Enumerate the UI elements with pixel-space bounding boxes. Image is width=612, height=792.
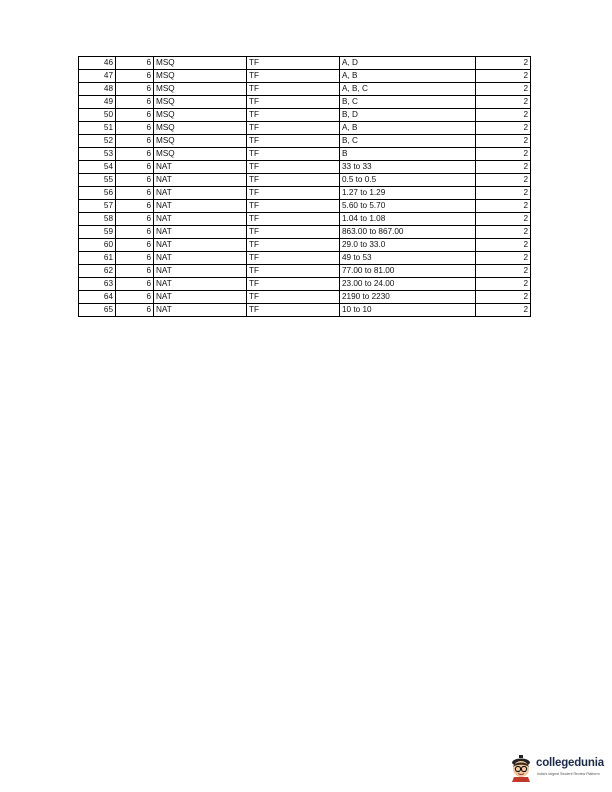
section-cell: 6 <box>116 226 154 239</box>
question-format-cell: TF <box>247 252 340 265</box>
logo-wordmark: collegedunia <box>536 757 604 769</box>
question-type-cell: NAT <box>154 187 247 200</box>
question-number-cell: 52 <box>79 135 116 148</box>
marks-cell: 2 <box>476 226 531 239</box>
question-number-cell: 55 <box>79 174 116 187</box>
question-format-cell: TF <box>247 122 340 135</box>
answer-key-cell: 23.00 to 24.00 <box>340 278 476 291</box>
answer-key-cell: B, C <box>340 96 476 109</box>
section-cell: 6 <box>116 187 154 200</box>
question-number-cell: 61 <box>79 252 116 265</box>
question-type-cell: MSQ <box>154 109 247 122</box>
answer-key-cell: B <box>340 148 476 161</box>
section-cell: 6 <box>116 148 154 161</box>
marks-cell: 2 <box>476 291 531 304</box>
section-cell: 6 <box>116 291 154 304</box>
answer-key-cell: 77.00 to 81.00 <box>340 265 476 278</box>
answer-key-cell: 1.04 to 1.08 <box>340 213 476 226</box>
section-cell: 6 <box>116 265 154 278</box>
question-number-cell: 65 <box>79 304 116 317</box>
answer-key-cell: 2190 to 2230 <box>340 291 476 304</box>
marks-cell: 2 <box>476 148 531 161</box>
table-row <box>79 226 531 239</box>
question-format-cell: TF <box>247 213 340 226</box>
question-format-cell: TF <box>247 304 340 317</box>
section-cell: 6 <box>116 135 154 148</box>
table-row <box>79 265 531 278</box>
collegedunia-logo <box>508 752 608 784</box>
question-format-cell: TF <box>247 278 340 291</box>
marks-cell: 2 <box>476 239 531 252</box>
question-type-cell: NAT <box>154 278 247 291</box>
answer-key-cell: B, C <box>340 135 476 148</box>
table-row <box>79 109 531 122</box>
question-type-cell: NAT <box>154 213 247 226</box>
question-type-cell: NAT <box>154 239 247 252</box>
table-row <box>79 213 531 226</box>
answer-key-cell: 10 to 10 <box>340 304 476 317</box>
marks-cell: 2 <box>476 174 531 187</box>
question-type-cell: NAT <box>154 304 247 317</box>
marks-cell: 2 <box>476 122 531 135</box>
table-row <box>79 161 531 174</box>
section-cell: 6 <box>116 278 154 291</box>
question-number-cell: 57 <box>79 200 116 213</box>
question-format-cell: TF <box>247 161 340 174</box>
question-type-cell: NAT <box>154 265 247 278</box>
marks-cell: 2 <box>476 161 531 174</box>
question-number-cell: 63 <box>79 278 116 291</box>
question-type-cell: NAT <box>154 161 247 174</box>
question-format-cell: TF <box>247 70 340 83</box>
table-row <box>79 239 531 252</box>
question-format-cell: TF <box>247 265 340 278</box>
marks-cell: 2 <box>476 200 531 213</box>
table-row <box>79 187 531 200</box>
table-row <box>79 174 531 187</box>
answer-key-cell: A, B, C <box>340 83 476 96</box>
question-type-cell: MSQ <box>154 148 247 161</box>
question-type-cell: NAT <box>154 252 247 265</box>
table-row <box>79 83 531 96</box>
question-number-cell: 64 <box>79 291 116 304</box>
question-format-cell: TF <box>247 96 340 109</box>
section-cell: 6 <box>116 122 154 135</box>
answer-key-cell: B, D <box>340 109 476 122</box>
table-row <box>79 57 531 70</box>
question-number-cell: 59 <box>79 226 116 239</box>
question-type-cell: MSQ <box>154 70 247 83</box>
question-type-cell: NAT <box>154 174 247 187</box>
marks-cell: 2 <box>476 57 531 70</box>
section-cell: 6 <box>116 304 154 317</box>
table-row <box>79 252 531 265</box>
section-cell: 6 <box>116 70 154 83</box>
question-type-cell: NAT <box>154 226 247 239</box>
marks-cell: 2 <box>476 187 531 200</box>
question-number-cell: 54 <box>79 161 116 174</box>
question-number-cell: 49 <box>79 96 116 109</box>
answer-key-table <box>78 56 531 317</box>
logo-tagline: India's largest Student Review Platform <box>537 772 600 776</box>
table-row <box>79 96 531 109</box>
section-cell: 6 <box>116 252 154 265</box>
section-cell: 6 <box>116 213 154 226</box>
section-cell: 6 <box>116 239 154 252</box>
answer-key-cell: 29.0 to 33.0 <box>340 239 476 252</box>
section-cell: 6 <box>116 174 154 187</box>
table-row <box>79 148 531 161</box>
table-row <box>79 200 531 213</box>
answer-key-cell: A, B <box>340 122 476 135</box>
question-type-cell: MSQ <box>154 96 247 109</box>
question-number-cell: 62 <box>79 265 116 278</box>
question-format-cell: TF <box>247 239 340 252</box>
answer-key-cell: 0.5 to 0.5 <box>340 174 476 187</box>
answer-key-cell: A, B <box>340 70 476 83</box>
section-cell: 6 <box>116 161 154 174</box>
marks-cell: 2 <box>476 135 531 148</box>
question-format-cell: TF <box>247 187 340 200</box>
question-format-cell: TF <box>247 291 340 304</box>
question-type-cell: NAT <box>154 291 247 304</box>
answer-key-cell: 1.27 to 1.29 <box>340 187 476 200</box>
marks-cell: 2 <box>476 252 531 265</box>
section-cell: 6 <box>116 57 154 70</box>
section-cell: 6 <box>116 200 154 213</box>
answer-key-table-body <box>79 57 531 317</box>
question-format-cell: TF <box>247 83 340 96</box>
section-cell: 6 <box>116 109 154 122</box>
table-row <box>79 291 531 304</box>
question-format-cell: TF <box>247 109 340 122</box>
marks-cell: 2 <box>476 278 531 291</box>
answer-key-cell: 863.00 to 867.00 <box>340 226 476 239</box>
question-type-cell: MSQ <box>154 83 247 96</box>
marks-cell: 2 <box>476 109 531 122</box>
question-number-cell: 60 <box>79 239 116 252</box>
question-number-cell: 47 <box>79 70 116 83</box>
table-row <box>79 304 531 317</box>
question-format-cell: TF <box>247 200 340 213</box>
marks-cell: 2 <box>476 304 531 317</box>
section-cell: 6 <box>116 96 154 109</box>
question-type-cell: MSQ <box>154 122 247 135</box>
question-number-cell: 56 <box>79 187 116 200</box>
marks-cell: 2 <box>476 70 531 83</box>
table-row <box>79 70 531 83</box>
question-number-cell: 48 <box>79 83 116 96</box>
question-format-cell: TF <box>247 226 340 239</box>
question-format-cell: TF <box>247 148 340 161</box>
table-row <box>79 278 531 291</box>
question-type-cell: MSQ <box>154 57 247 70</box>
question-type-cell: NAT <box>154 200 247 213</box>
answer-key-cell: 33 to 33 <box>340 161 476 174</box>
question-number-cell: 50 <box>79 109 116 122</box>
marks-cell: 2 <box>476 83 531 96</box>
table-row <box>79 122 531 135</box>
question-number-cell: 58 <box>79 213 116 226</box>
question-type-cell: MSQ <box>154 135 247 148</box>
question-number-cell: 46 <box>79 57 116 70</box>
table-row <box>79 135 531 148</box>
answer-key-cell: A, D <box>340 57 476 70</box>
question-format-cell: TF <box>247 174 340 187</box>
marks-cell: 2 <box>476 265 531 278</box>
answer-key-cell: 49 to 53 <box>340 252 476 265</box>
question-format-cell: TF <box>247 135 340 148</box>
question-format-cell: TF <box>247 57 340 70</box>
marks-cell: 2 <box>476 96 531 109</box>
section-cell: 6 <box>116 83 154 96</box>
question-number-cell: 51 <box>79 122 116 135</box>
question-number-cell: 53 <box>79 148 116 161</box>
marks-cell: 2 <box>476 213 531 226</box>
answer-key-cell: 5.60 to 5.70 <box>340 200 476 213</box>
mascot-icon <box>508 754 534 782</box>
